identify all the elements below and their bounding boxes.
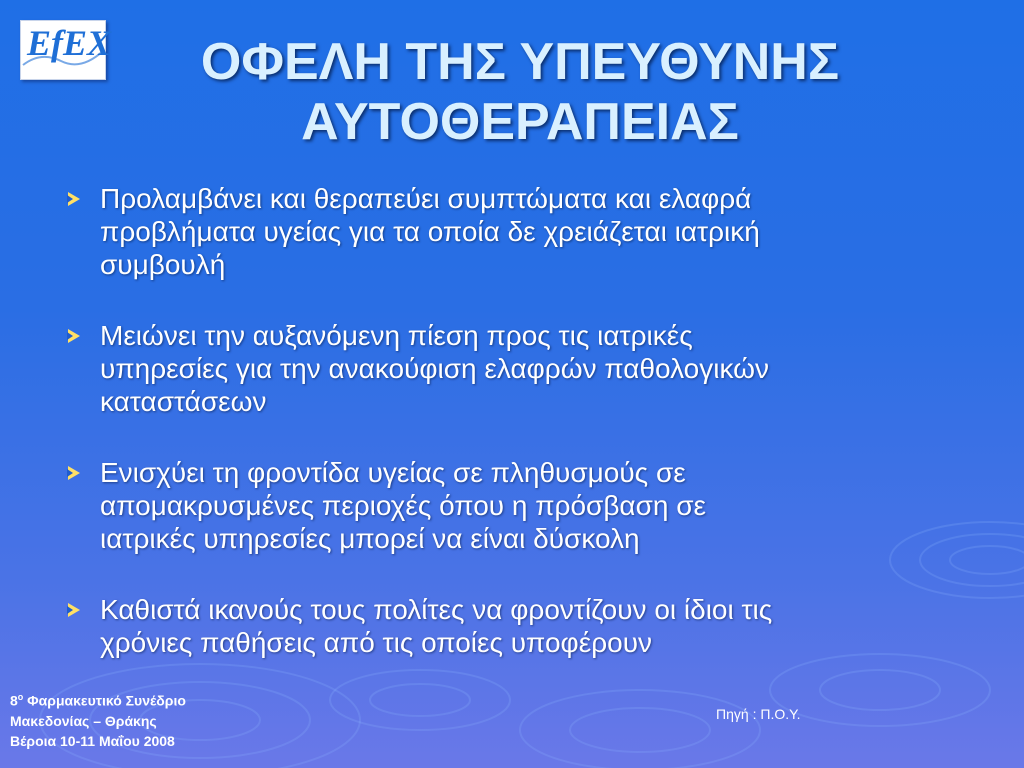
conference-line-3: Βέροια 10-11 Μαΐου 2008 xyxy=(10,732,175,749)
bullet-item xyxy=(64,182,944,281)
bullet-item xyxy=(64,593,944,659)
logo-wave-icon xyxy=(21,21,105,79)
conference-ordinal: ο xyxy=(17,692,24,702)
bullet-line: υπηρεσίες για την ανακούφιση ελαφρών παθολογικών xyxy=(100,353,769,384)
bullet-item xyxy=(64,456,944,555)
bullet-line: προβλήματα υγείας για τα οποία δε χρειάζεται ιατρική xyxy=(100,216,760,247)
arrow-bullet-icon xyxy=(68,466,80,480)
conference-line-1: Φαρμακευτικό Συνέδριο xyxy=(23,692,186,709)
bullet-line: Μειώνει την αυξανόμενη πίεση προς τις ιατρικές xyxy=(100,320,693,351)
bullet-item xyxy=(64,319,944,418)
bullet-line: συμβουλή xyxy=(100,249,226,280)
bullet-line: Καθιστά ικανούς τους πολίτες να φροντίζουν οι ίδιοι τις xyxy=(100,594,773,625)
logo-text: EfEX xyxy=(27,23,112,63)
arrow-bullet-icon xyxy=(68,192,80,206)
conference-line-2: Μακεδονίας – Θράκης xyxy=(10,712,157,729)
bullet-line: ιατρικές υπηρεσίες μπορεί να είναι δύσκολη xyxy=(100,523,640,554)
slide-title xyxy=(120,32,920,152)
conference-footer xyxy=(10,687,186,751)
arrow-bullet-icon xyxy=(68,603,80,617)
source-footer: Πηγή : Π.Ο.Υ. xyxy=(716,706,801,722)
title-line-1: ΟΦΕΛΗ ΤΗΣ ΥΠΕΥΘΥΝΗΣ xyxy=(200,33,840,91)
bullet-line: απομακρυσμένες περιοχές όπου η πρόσβαση σε xyxy=(100,490,707,521)
bullet-line: καταστάσεων xyxy=(100,386,267,417)
arrow-bullet-icon xyxy=(68,329,80,343)
title-line-2: ΑΥΤΟΘΕΡΑΠΕΙΑΣ xyxy=(301,93,739,151)
bullet-line: χρόνιες παθήσεις από τις οποίες υποφέρουν xyxy=(100,627,653,658)
conference-number: 8 xyxy=(10,692,18,709)
efex-logo xyxy=(20,20,112,80)
bullet-line: Προλαμβάνει και θεραπεύει συμπτώματα και ελαφρά xyxy=(100,183,752,214)
bullet-line: Ενισχύει τη φροντίδα υγείας σε πληθυσμούς σε xyxy=(100,457,686,488)
bullet-list xyxy=(64,182,944,697)
